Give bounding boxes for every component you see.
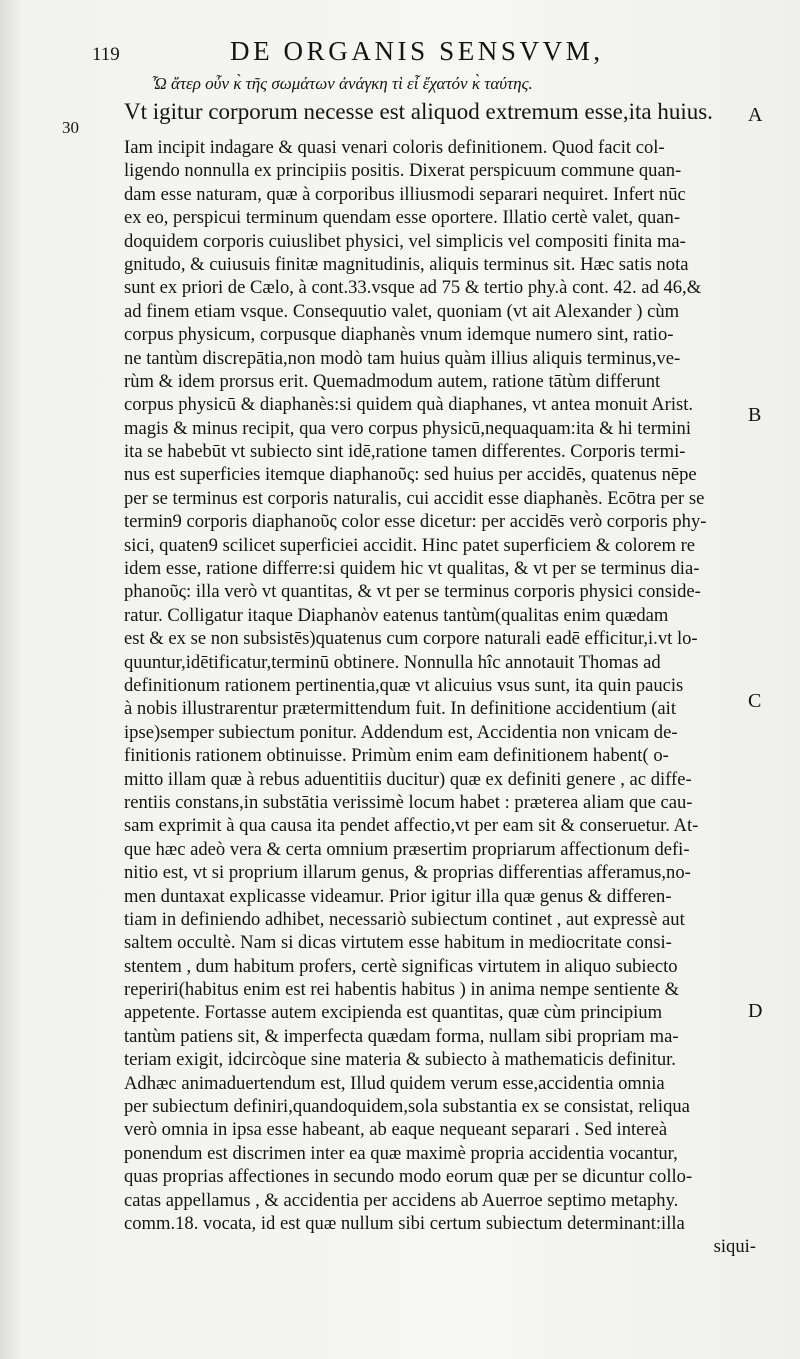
text-line: mitto illam quæ à rebus aduentitiis ducitur) quæ ex definiti genere , ac diffe- (124, 768, 692, 790)
text-line: phanοῦς: illa verò vt quantitas, & vt per se terminus corporis physici conside- (124, 581, 701, 603)
text-line: ita se habebūt vt subiecto sint idē,ratione tamen differentes. Corporis termi- (124, 441, 686, 463)
text-line: tiam in definiendo adhibet, necessariò subiectum continet , aut expressè aut (124, 908, 685, 930)
text-line: appetente. Fortasse autem excipienda est quantitas, quæ cùm principium (124, 1002, 663, 1024)
text-line: rentiis constans,in substātia verissimè locum habet : præterea aliam que cau- (124, 791, 693, 813)
margin-letter-d: D (748, 1000, 763, 1022)
text-line: gnitudo, & cuiusuis finitæ magnitudinis, aliquis terminus sit. Hæc satis nota (124, 253, 689, 275)
text-line: sunt ex priori de Cælo, à cont.33.vsque ad 75 & tertio phy.à cont. 42. ad 46,& (124, 277, 702, 299)
text-line: que hæc adeò vera & certa omnium præsertim propriarum affectionum defi- (124, 838, 690, 860)
text-line: stentem , dum habitum profers, certè significas virtutem in aliquo subiecto (124, 955, 678, 977)
text-line: à nobis illustrarentur prætermittendum fuit. In definitione accidentium (ait (124, 698, 676, 720)
text-line: rùm & idem prorsus erit. Quemadmodum autem, ratione tātùm differunt (124, 370, 661, 392)
text-line: ne tantùm discrepātia,non modò tam huius quàm illius aliquis terminus,ve- (124, 347, 681, 369)
body-text (124, 136, 756, 1259)
text-line: quas proprias affectiones in secundo modo eorum quæ per se dicuntur collo- (124, 1166, 693, 1188)
text-line: ad finem etiam vsque. Consequutio valet, quoniam (vt ait Alexander ) cùm (124, 300, 680, 322)
text-line: dam esse naturam, quæ à corporibus illiusmodi separari nequiret. Infert nūc (124, 183, 686, 205)
text-line: idem esse, ratione differre:si quidem hic vt qualitas, & vt per se terminus dia- (124, 558, 700, 580)
margin-letter-b: B (748, 404, 762, 426)
text-line: finitionis rationem obtinuisse. Primùm enim eam definitionem habent( o- (124, 745, 669, 767)
text-line: teriam exigit, idcircòque sine materia & subiecto à mathematicis definitur. (124, 1049, 676, 1071)
text-line: definitionum rationem pertinentia,quæ vt alicuius vsus sunt, ita quin paucis (124, 674, 684, 696)
text-line: saltem occultè. Nam si dicas virtutem esse habitum in mediocritate consi- (124, 932, 672, 954)
catchword: siqui- (713, 1236, 756, 1258)
text-line: per subiectum definiri,quandoquidem,sola substantia ex se consistat, reliqua (124, 1096, 690, 1118)
text-line: men duntaxat explicasse videamur. Prior igitur illa quæ genus & differen- (124, 885, 672, 907)
text-line: corpus physicū & diaphanès:si quidem quà diaphanes, vt antea monuit Arist. (124, 394, 694, 416)
text-line: ex eo, perspicui terminum quendam esse oportere. Illatio certè valet, quan- (124, 207, 681, 229)
text-line: ponendum est discrimen inter ea quæ maximè propria accidentia vocantur, (124, 1142, 678, 1164)
text-line: est & ex se non subsistēs)quatenus cum corpore naturali eadē efficitur,i.vt lo- (124, 628, 698, 650)
text-line: per se terminus est corporis naturalis, cui accidit esse diaphanès. Ecōtra per se (124, 487, 705, 509)
text-line: ipse)semper subiectum ponitur. Addendum est, Accidentia non vnicam de- (124, 721, 678, 743)
text-line: corpus physicum, corpusque diaphanès vnum idemque numero sint, ratio- (124, 324, 674, 346)
margin-letter-a: A (748, 104, 763, 126)
text-line: nitio est, vt si proprium illarum genus, & proprias differentias afferamus,no- (124, 862, 691, 884)
text-line: ligendo nonnulla ex principiis positis. Dixerat perspicuum commune quan- (124, 160, 682, 182)
text-line: sici, quaten9 scilicet superficiei accidit. Hinc patet superficiem & colorem re (124, 534, 696, 556)
page-number: 119 (92, 44, 120, 65)
line-number-marker: 30 (62, 118, 79, 137)
text-line: doquidem corporis cuiuslibet physici, vel simplicis vel compositi finita ma- (124, 230, 686, 252)
text-line: magis & minus recipit, qua vero corpus physicū,nequaquam:ita & hi termini (124, 417, 691, 439)
greek-lemma: Ὦ ἄτερ οὖν κ̀ τῆς σωμάτων ἀνάγκη τὶ εἶ ἔχατόν κ̀ ταύτης. (152, 74, 533, 93)
text-line: comm.18. vocata, id est quæ nullum sibi certum subiectum determinant:illa (124, 1212, 685, 1234)
text-line: nus est superficies itemque diaphanοῦς: sed huius per accidēs, quatenus nēpe (124, 464, 697, 486)
text-line: reperiri(habitus enim est rei habentis habitus ) in anima nempe sentiente & (124, 979, 680, 1001)
text-line: termin9 corporis diaphanοῦς color esse dicetur: per accidēs verò corporis phy- (124, 511, 707, 533)
latin-lemma: Vt igitur corporum necesse est aliquod extremum esse,ita huius. (124, 99, 713, 124)
text-line: sam exprimit à qua causa ita pendet affectio,vt per eam sit & conseruetur. At- (124, 815, 699, 837)
margin-letter-c: C (748, 690, 762, 712)
text-line: catas appellamus , & accidentia per accidens ab Auerroe septimo metaphy. (124, 1189, 679, 1211)
text-line: tantùm patiens sit, & imperfecta quædam forma, nullam sibi propriam ma- (124, 1025, 679, 1047)
text-line: Adhæc animaduertendum est, Illud quidem verum esse,accidentia omnia (124, 1072, 665, 1094)
running-head: DE ORGANIS SENSVVM, (230, 36, 604, 66)
text-line: Iam incipit indagare & quasi venari coloris definitionem. Quod facit col- (124, 137, 665, 158)
text-line: ratur. Colligatur itaque Diaphanὸν eatenus tantùm(qualitas enim quædam (124, 604, 669, 626)
text-line: verò omnia in ipsa esse habeant, ab eaque nequeant separari . Sed intereà (124, 1119, 668, 1141)
text-line: quuntur,idētificatur,terminū obtinere. Nonnulla hîc annotauit Thomas ad (124, 651, 661, 673)
